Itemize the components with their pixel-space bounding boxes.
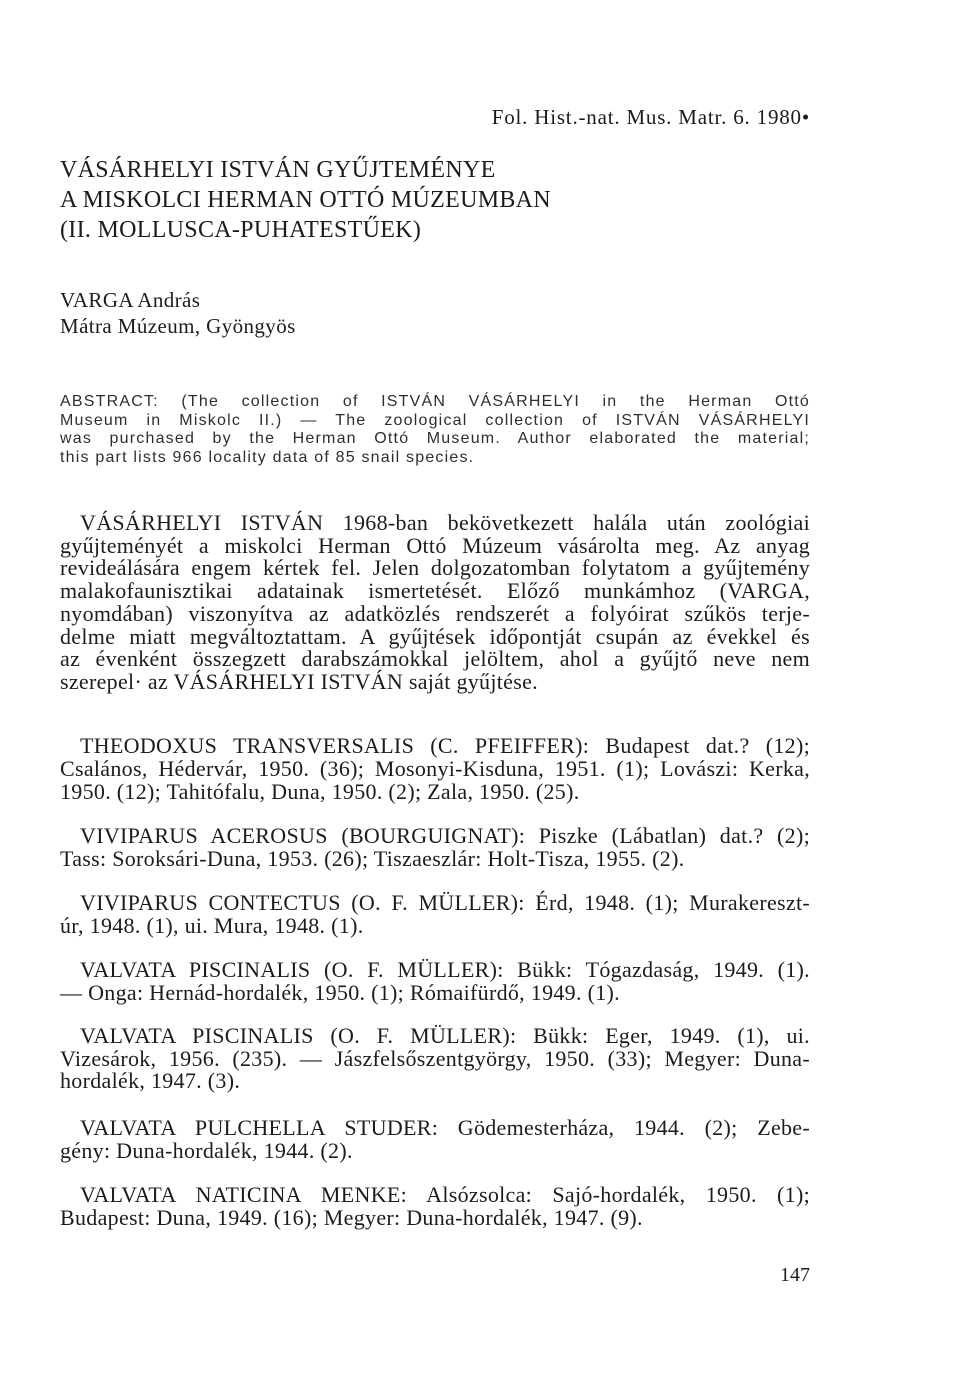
intro-paragraph [60,512,810,694]
paragraph-line: malakofaunisztikai adatainak ismertetését. Előző munkámhoz (VARGA, [60,578,810,604]
entry-line: THEODOXUS TRANSVERSALIS (C. PFEIFFER): Budapest dat.? (12); [80,733,810,758]
entry-line: hordalék, 1947. (3). [60,1068,241,1094]
entry-line: VIVIPARUS CONTECTUS (O. F. MÜLLER): Érd, 1948. (1); Murakereszt- [80,890,810,915]
species-entry [60,734,810,803]
entry-line: VIVIPARUS ACEROSUS (BOURGUIGNAT): Piszke (Lábatlan) dat.? (2); [80,823,810,848]
entry-line: Tass: Soroksári-Duna, 1953. (26); Tiszaeszlár: Holt-Tisza, 1955. (2). [60,846,685,871]
article-title [60,155,810,245]
title-line: VÁSÁRHELYI ISTVÁN GYŰJTEMÉNYE [60,157,496,183]
author-block [60,287,810,339]
paragraph-line: gyűjteményét a miskolci Herman Ottó Múzeum vásárolta meg. Az anyag [60,532,810,558]
abstract-line: ABSTRACT: (The collection of ISTVÁN VÁSÁRHELYI in the Herman Ottó [60,393,810,410]
entry-line: VALVATA PISCINALIS (O. F. MÜLLER): Bükk: Eger, 1949. (1), ui. [80,1023,810,1048]
entry-line: 1950. (12); Tahitófalu, Duna, 1950. (2); Zala, 1950. (25). [60,779,580,804]
species-entry [60,1116,810,1162]
paragraph-line: delme miatt megváltoztattam. A gyűjtések időpontját csupán az évekkel és [60,623,810,649]
entry-line: Vizesárok, 1956. (235). — Jászfelsőszentgyörgy, 1950. (33); Megyer: Duna- [60,1045,810,1071]
entry-line: — Onga: Hernád-hordalék, 1950. (1); Rómaifürdő, 1949. (1). [60,980,620,1005]
entry-line: VALVATA PULCHELLA STUDER: Gödemesterháza, 1944. (2); Zebe- [80,1115,810,1140]
species-entry [60,958,810,1004]
species-entry [60,824,810,870]
title-line: (II. MOLLUSCA-PUHATESTŰEK) [60,217,422,243]
species-entry [60,1025,810,1093]
abstract [60,393,810,468]
journal-reference: Fol. Hist.-nat. Mus. Matr. 6. 1980• [491,105,810,129]
entry-line: Budapest: Duna, 1949. (16); Megyer: Duna-hordalék, 1947. (9). [60,1205,643,1230]
paragraph-line: revideálására engem kértek fel. Jelen dolgozatomban folytatom a gyűjtemény [60,555,810,581]
abstract-line: was purchased by the Herman Ottó Museum. Author elaborated the material; [60,430,810,448]
author-affiliation: Mátra Múzeum, Gyöngyös [60,314,296,338]
species-entry [60,891,810,937]
page-number: 147 [780,1264,810,1286]
paragraph-line: szerepel· az VÁSÁRHELYI ISTVÁN saját gyűjtése. [60,668,538,694]
species-entry [60,1183,810,1229]
entry-line: VALVATA NATICINA MENKE: Alsózsolca: Sajó-hordalék, 1950. (1); [80,1182,810,1207]
entry-line: Csalános, Hédervár, 1950. (36); Mosonyi-Kisduna, 1951. (1); Lovászi: Kerka, [60,756,810,781]
title-line: A MISKOLCI HERMAN OTTÓ MÚZEUMBAN [60,187,551,213]
abstract-line: Museum in Miskolc II.) — The zoological collection of ISTVÁN VÁSÁRHELYI [60,411,810,429]
paragraph-line: az évenként összegzett darabszámokkal jelöltem, ahol a gyűjtő neve nem [60,646,810,672]
paragraph-line: nyomdában) viszonyítva az adatközlés rendszerét a folyóirat szűkös terje- [60,600,810,626]
paragraph-line: VÁSÁRHELYI ISTVÁN 1968-ban bekövetkezett halála után zoológiai [80,510,810,535]
author-name: VARGA András [60,288,201,312]
entry-line: VALVATA PISCINALIS (O. F. MÜLLER): Bükk: Tógazdaság, 1949. (1). [80,957,810,982]
abstract-line: this part lists 966 locality data of 85 snail species. [60,449,475,467]
entry-line: gény: Duna-hordalék, 1944. (2). [60,1138,353,1163]
entry-line: úr, 1948. (1), ui. Mura, 1948. (1). [60,913,364,938]
